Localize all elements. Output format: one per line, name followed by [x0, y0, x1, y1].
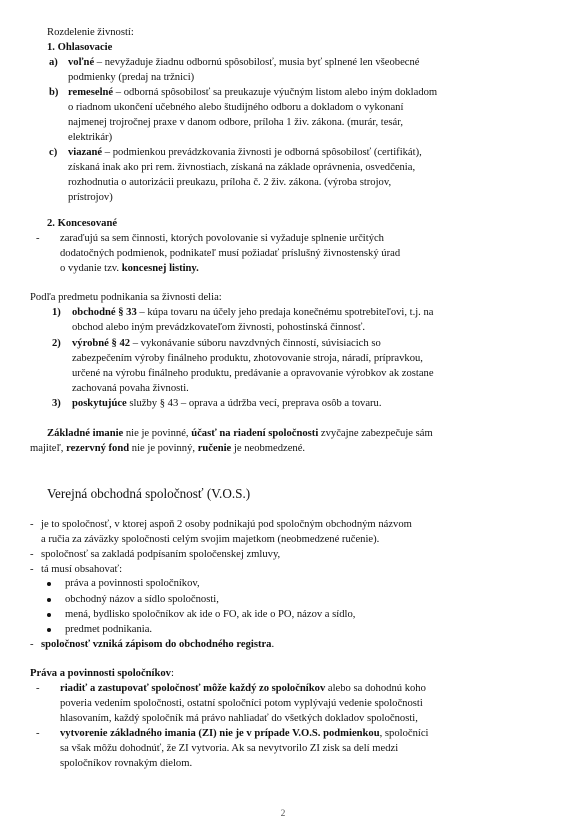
list-marker: 3): [52, 398, 61, 409]
list-marker: b): [49, 87, 59, 98]
dash-marker: -: [30, 564, 34, 575]
vos-line: je to spoločnosť, v ktorej aspoň 2 osoby podnikajú pod spoločným obchodným názvom: [41, 519, 412, 530]
predmet-line: určené na výrobu finálneho produktu, predávanie a opravovanie výrobkov ak zostane: [72, 368, 434, 379]
list-marker: a): [49, 57, 58, 68]
heading-prava: Práva a povinnosti spoločníkov:: [30, 668, 174, 679]
predmet-line: obchod alebo iným prevádzkovateľom živnosti, pohostinská činnosť.: [72, 322, 366, 333]
prava-line: hlasovaním, každý spoločník má právo nahliadať do všetkých dokladov spoločnosti,: [60, 713, 418, 724]
dash-marker: -: [36, 683, 40, 694]
predmet-intro: Podľa predmetu podnikania sa živnosti delia:: [30, 292, 222, 303]
intro-text: Rozdelenie živností:: [47, 27, 134, 38]
dash-marker: -: [30, 549, 34, 560]
konc-line: dodatočných podmienok, podnikateľ musí požiadať príslušný živnostenský úrad: [60, 248, 401, 259]
bullet-icon: [47, 607, 51, 623]
bullet-icon: [47, 576, 51, 592]
vos-line: spoločnosť sa zakladá podpísaním spoločenskej zmluvy,: [41, 549, 281, 560]
heading-ohlasovacie: 1. Ohlasovacie: [47, 42, 113, 53]
vos-line: tá musí obsahovať:: [41, 564, 123, 575]
list-marker: c): [49, 147, 58, 158]
list-item-line: viazané – podmienkou prevádzkovania živnosti je odborná spôsobilosť (certifikát),: [68, 147, 422, 158]
page-number: 2: [280, 809, 286, 819]
konc-line: zaraďujú sa sem činnosti, ktorých povolovanie si vyžaduje splnenie určitých: [60, 233, 384, 244]
predmet-line: zabezpečením výroby finálneho produktu, zhotovovanie stroja, náradí, prípravkou,: [72, 353, 423, 364]
list-item-line: remeselné – odborná spôsobilosť sa preukazuje výučným listom alebo iným dokladom: [68, 87, 438, 98]
predmet-line: výrobné § 42 – vykonávanie súboru navzdvných činností, súvisiacich so: [72, 338, 381, 349]
list-item-line: najmenej trojročnej praxe v danom odbore, príloha 1 živ. zákona. (murár, tesár,: [68, 117, 403, 128]
vos-line: spoločnosť vzniká zápisom do obchodného registra.: [41, 639, 275, 650]
prava-line: spoločníkov rovnakým dielom.: [60, 758, 193, 769]
prava-line: poveria vedením spoločnosti, ostatní spoločníci potom vyplývajú vedenie spoločnosti: [60, 698, 423, 709]
predmet-line: zachovaná povaha živnosti.: [72, 383, 189, 394]
heading-koncesovane: 2. Koncesované: [47, 218, 118, 229]
imanie-line: Základné imanie nie je povinné, účasť na riadení spoločnosti zvyčajne zabezpečuje sám: [47, 428, 433, 439]
prava-line: sa však môžu dohodnúť, že ZI vytvoria. Ak sa nevytvorilo ZI zisk sa delí medzi: [60, 743, 399, 754]
predmet-line: obchodné § 33 – kúpa tovaru na účely jeho predaja konečnému spotrebiteľovi, t.j. na: [72, 307, 434, 318]
vos-bullet-item: práva a povinnosti spoločníkov,: [65, 578, 200, 589]
section-title-vos: Verejná obchodná spoločnosť (V.O.S.): [47, 486, 251, 501]
konc-line: o vydanie tzv. koncesnej listiny.: [60, 263, 199, 274]
list-item-line: elektrikár): [68, 132, 113, 143]
list-marker: 1): [52, 307, 61, 318]
list-item-line: rozhodnutia o autorizácii preukazu, príloha č. 2 živ. zákona. (výroba strojov,: [68, 177, 392, 188]
vos-bullet-item: obchodný názov a sídlo spoločnosti,: [65, 594, 219, 605]
dash-marker: -: [36, 728, 40, 739]
list-marker: 2): [52, 338, 61, 349]
vos-bullet-item: mená, bydlisko spoločníkov ak ide o FO, ak ide o PO, názov a sídlo,: [65, 609, 356, 620]
list-item-line: voľné – nevyžaduje žiadnu odbornú spôsobilosť, musia byť splnené len všeobecné: [68, 57, 420, 68]
dash-marker: -: [30, 639, 34, 650]
bullet-icon: [47, 622, 51, 638]
vos-bullet-item: predmet podnikania.: [65, 624, 153, 635]
dash-marker: -: [36, 233, 40, 244]
bullet-icon: [47, 592, 51, 608]
list-item-line: prístrojov): [68, 192, 113, 203]
list-item-line: podmienky (predaj na tržnici): [68, 72, 195, 83]
imanie-line: majiteľ, rezervný fond nie je povinný, ručenie je neobmedzené.: [30, 443, 306, 454]
vos-line: a ručia za záväzky spoločnosti celým svojim majetkom (neobmedzené ručenie).: [41, 534, 380, 545]
list-item-line: získaná inak ako pri rem. živnostiach, získaná na základe oprávnenia, osvedčenia,: [68, 162, 416, 173]
dash-marker: -: [30, 519, 34, 530]
list-item-line: o riadnom ukončení učebného alebo študijného odboru a dokladom o vykonaní: [68, 102, 404, 113]
prava-line: riadiť a zastupovať spoločnosť môže každý zo spoločníkov alebo sa dohodnú koho: [60, 683, 426, 694]
prava-line: vytvorenie základného imania (ZI) nie je v prípade V.O.S. podmienkou, spoločníci: [60, 728, 429, 739]
predmet-line: poskytujúce služby § 43 – oprava a údržba vecí, preprava osôb a tovaru.: [72, 398, 382, 409]
